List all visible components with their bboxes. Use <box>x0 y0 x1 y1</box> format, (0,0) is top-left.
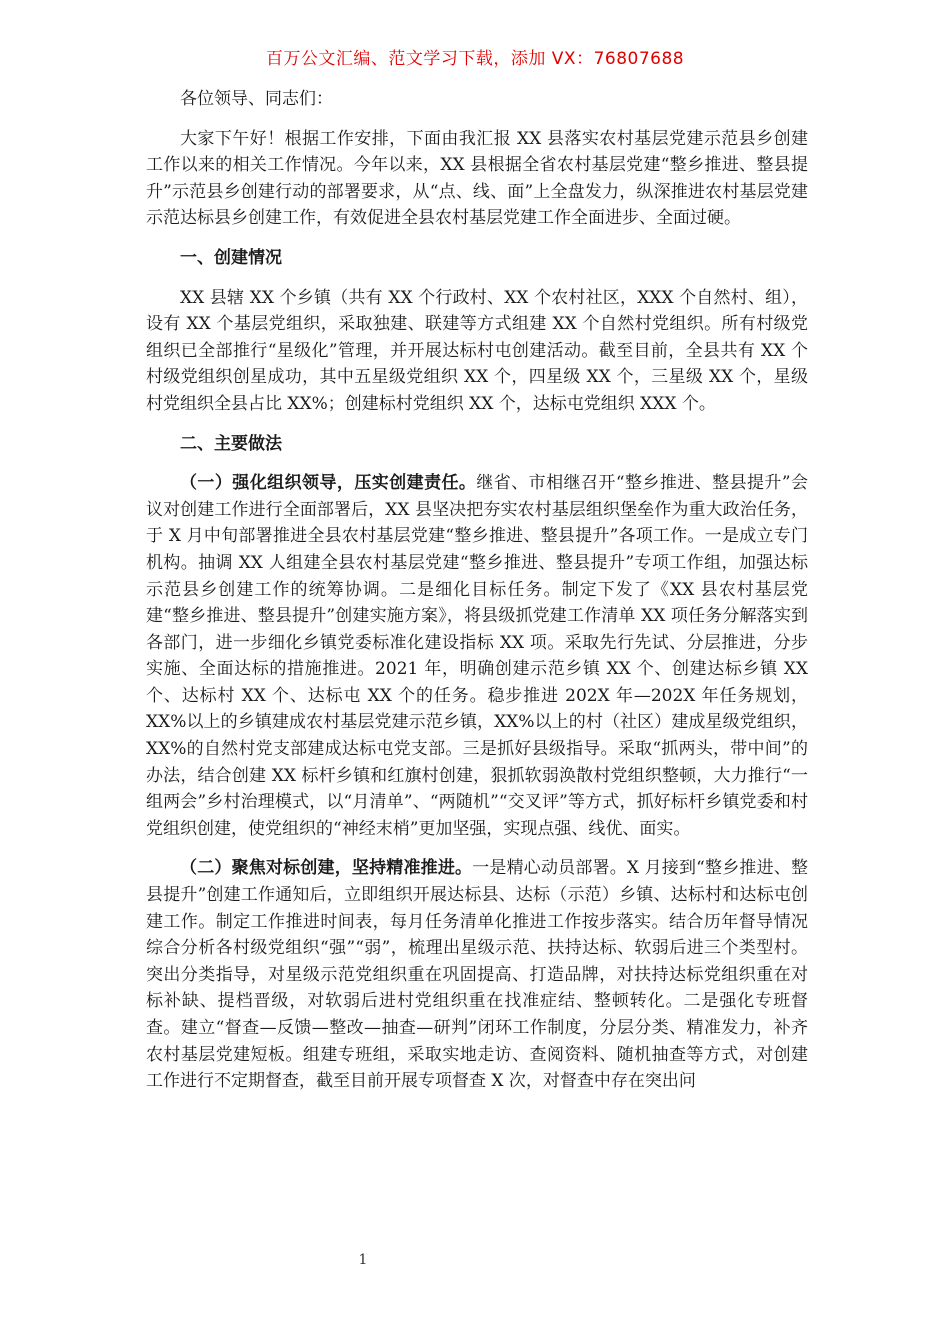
page-number: 1 <box>358 1252 368 1268</box>
salutation: 各位领导、同志们： <box>180 89 333 109</box>
subsection-title-1: （一）强化组织领导，压实创建责任。 <box>180 473 477 494</box>
header-banner: 百万公文汇编、范文学习下载，添加 VX：76807688 <box>265 49 685 69</box>
section-heading-situation: 一、创建情况 <box>180 247 282 268</box>
subsection-title-2: （二）聚焦对标创建，坚持精准推进。 <box>180 858 473 879</box>
section-heading-practices: 二、主要做法 <box>180 433 282 454</box>
document-body <box>146 86 808 1108</box>
intro-paragraph: 大家下午好！根据工作安排，下面由我汇报 XX 县落实农村基层党建示范县乡创建工作以来的相关工作情况。今年以来，XX 县根据全省农村基层党建“整乡推进、整县提升”示范县乡创建行动的部署要求，从“点、线、面”上全盘发力，纵深推进农村基层党建示范达标县乡创建工作，有效促进全县农村基层党建工作全面进步、全面过硬。 <box>146 128 808 229</box>
practice-paragraph-2 <box>146 855 808 1094</box>
subsection-body-2: 一是精心动员部署。X 月接到“整乡推进、整县提升”创建工作通知后，立即组织开展达标县、达标（示范）乡镇、达标村和达标屯创建工作。制定工作推进时间表，每月任务清单化推进工作按步落实。结合历年督导情况综合分析各村级党组织“强”“弱”，梳理出星级示范、扶持达标、软弱后进三个类型村。突出分类指导，对星级示范党组织重在巩固提高、打造品牌，对扶持达标党组织重在对标补缺、提档晋级，对软弱后进村党组织重在找准症结、整顿转化。二是强化专班督查。建立“督查—反馈—整改—抽查—研判”闭环工作制度，分层分类、精准发力，补齐农村基层党建短板。组建专班组，采取实地走访、查阅资料、随机抽查等方式，对创建工作进行不定期督查，截至目前开展专项督查 X 次，对督查中存在突出问 <box>146 858 809 1092</box>
practice-paragraph-1 <box>146 470 808 842</box>
situation-paragraph: XX 县辖 XX 个乡镇（共有 XX 个行政村、XX 个农村社区，XXX 个自然村、组），设有 XX 个基层党组织，采取独建、联建等方式组建 XX 个自然村党组织。所有村级党组织已全部推行“星级化”管理，并开展达标村屯创建活动。截至目前，全县共有 XX 个村级党组织创星成功，其中五星级党组织 XX 个，四星级 XX 个，三星级 XX 个，星级村党组织全县占比 XX%；创建标村党组织 XX 个，达标屯党组织 XXX 个。 <box>146 287 808 414</box>
subsection-body-1: 继省、市相继召开“整乡推进、整县提升”会议对创建工作进行全面部署后，XX 县坚决把夯实农村基层组织堡垒作为重大政治任务，于 X 月中旬部署推进全县农村基层党建“整乡推进、整县提升”各项工作。一是成立专门机构。抽调 XX 人组建全县农村基层党建“整乡推进、整县提升”专项工作组，加强达标示范县乡创建工作的统筹协调。二是细化目标任务。制定下发了《XX 县农村基层党建“整乡推进、整县提升”创建实施方案》，将县级抓党建工作清单 XX 项任务分解落实到各部门，进一步细化乡镇党委标准化建设指标 XX 项。采取先行先试、分层推进，分步实施、全面达标的措施推进。2021 年，明确创建示范乡镇 XX 个、创建达标乡镇 XX 个、达标村 XX 个、达标屯 XX 个的任务。稳步推进 202X 年—202X 年任务规划，XX%以上的乡镇建成农村基层党建示范乡镇，XX%以上的村（社区）建成星级党组织，XX%的自然村党支部建成达标屯党支部。三是抓好县级指导。采取“抓两头，带中间”的办法，结合创建 XX 标杆乡镇和红旗村创建，狠抓软弱涣散村党组织整顿，大力推行“一组两会”乡村治理模式，以“月清单”、“两随机”“交叉评”等方式，抓好标杆乡镇党委和村党组织创建，使党组织的“神经末梢”更加坚强，实现点强、线优、面实。 <box>146 473 808 839</box>
